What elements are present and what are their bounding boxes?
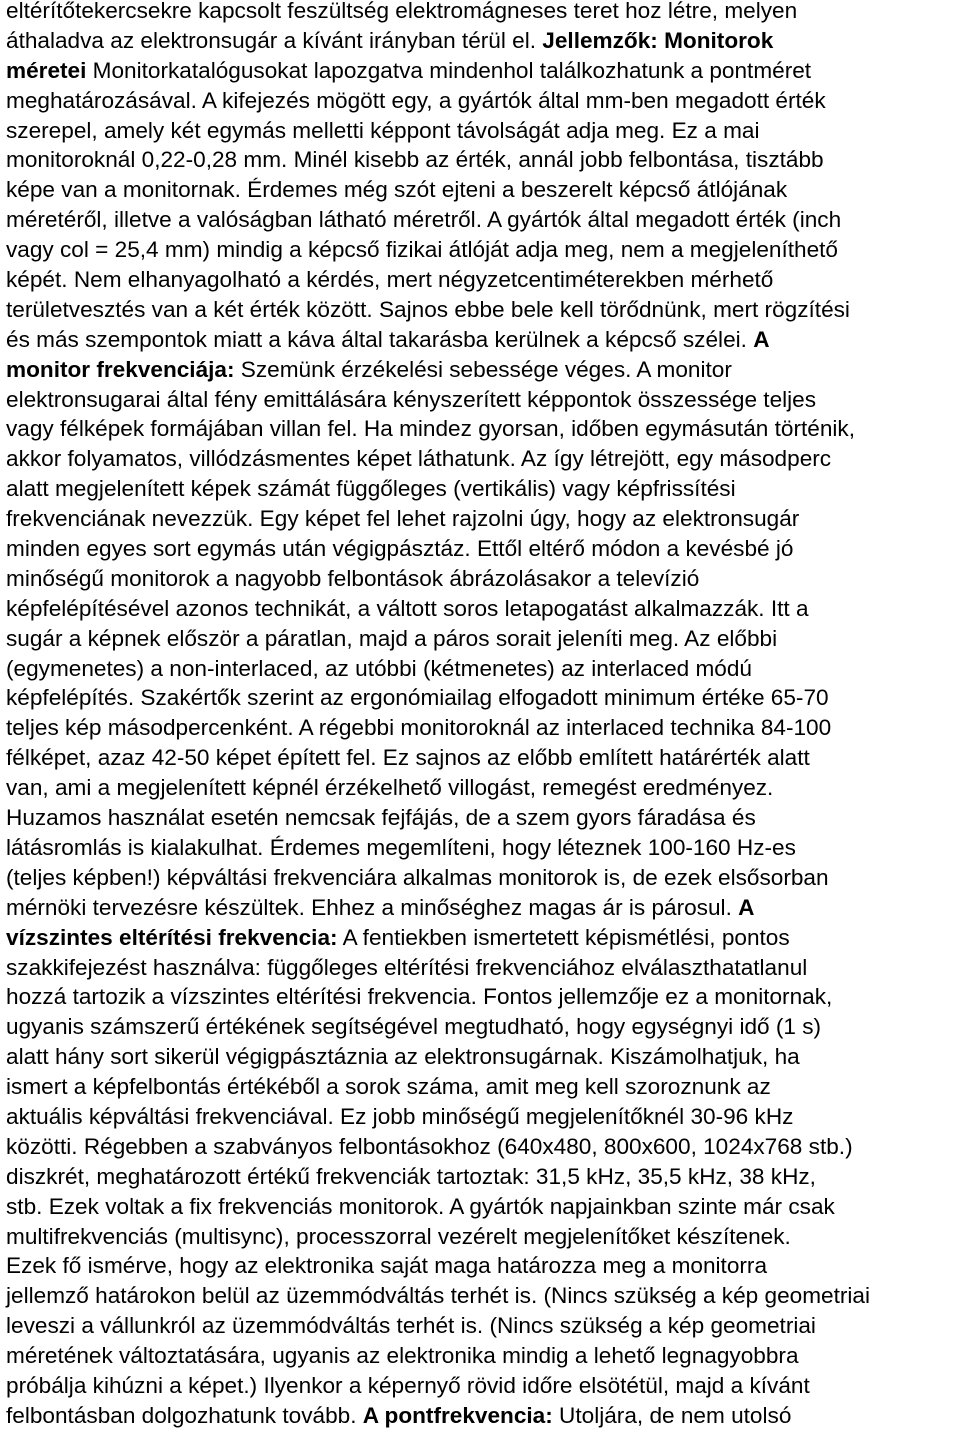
- text-line: [6, 1311, 956, 1341]
- body-text-run: alatt megjelenített képek számát függőleges (vertikális) vagy képfrissítési: [6, 476, 736, 502]
- body-text-run: monitoroknál 0,22-0,28 mm. Minél kisebb az érték, annál jobb felbontása, tisztább: [6, 147, 824, 173]
- text-line: [6, 1371, 956, 1401]
- text-line: [6, 1341, 956, 1371]
- body-text-run: félképet, azaz 42-50 képet épített fel. Ez sajnos az előbb említett határérték alatt: [6, 745, 810, 771]
- document-body-text: [6, 0, 956, 1431]
- text-line: [6, 444, 956, 474]
- body-text-run: stb. Ezek voltak a fix frekvenciás monitorok. A gyártók napjainkban szinte már csak: [6, 1193, 835, 1219]
- text-line: [6, 1222, 956, 1252]
- body-text-run: vagy félképek formájában villan fel. Ha mindez gyorsan, időben egymásután történik,: [6, 416, 855, 442]
- body-text-run: jellemző határokon belül az üzemmódváltás terhét is. (Nincs szükség a kép geometriai: [6, 1283, 870, 1309]
- text-line: [6, 564, 956, 594]
- body-text-run: minőségű monitorok a nagyobb felbontások ábrázolásakor a televízió: [6, 565, 700, 591]
- text-line: [6, 474, 956, 504]
- bold-heading-text: méretei: [6, 57, 87, 83]
- text-line: [6, 982, 956, 1012]
- body-text-run: ismert a képfelbontás értékéből a sorok száma, amit meg kell szoroznunk az: [6, 1074, 771, 1100]
- text-line: [6, 1132, 956, 1162]
- text-line: [6, 145, 956, 175]
- text-line: [6, 0, 956, 26]
- body-text-run: (teljes képben!) képváltási frekvenciára alkalmas monitorok is, de ezek elsősorban: [6, 864, 829, 890]
- text-line: [6, 414, 956, 444]
- body-text-run: szerepel, amely két egymás melletti képpont távolságát adja meg. Ez a mai: [6, 117, 760, 143]
- text-line: [6, 1162, 956, 1192]
- body-text-run: képfelépítés. Szakértők szerint az ergonómiailag elfogadott minimum értéke 65-70: [6, 685, 829, 711]
- body-text-run: meghatározásával. A kifejezés mögött egy, a gyártók által mm-ben megadott érték: [6, 87, 826, 113]
- body-text-run: sugár a képnek először a páratlan, majd a páros sorait jeleníti meg. Az előbbi: [6, 625, 778, 651]
- body-text-run: hozzá tartozik a vízszintes eltérítési frekvencia. Fontos jellemzője ez a monitornak,: [6, 984, 833, 1010]
- text-line: [6, 1401, 956, 1431]
- text-line: [6, 504, 956, 534]
- text-line: [6, 863, 956, 893]
- body-text-run: szakkifejezést használva: függőleges eltérítési frekvenciához elválaszthatatlanul: [6, 954, 808, 980]
- text-line: [6, 534, 956, 564]
- body-text-run: Szemünk érzékelési sebessége véges. A monitor: [234, 356, 732, 382]
- body-text-run: látásromlás is kialakulhat. Érdemes megemlíteni, hogy léteznek 100-160 Hz-es: [6, 834, 796, 860]
- text-line: [6, 833, 956, 863]
- body-text-run: méretéről, illetve a valóságban látható méretről. A gyártók által megadott érték (inch: [6, 207, 842, 233]
- body-text-run: próbálja kihúzni a képet.) Ilyenkor a képernyő rövid időre elsötétül, majd a kívánt: [6, 1372, 810, 1398]
- text-line: [6, 1192, 956, 1222]
- body-text-run: közötti. Régebben a szabványos felbontásokhoz (640x480, 800x600, 1024x768 stb.): [6, 1133, 853, 1159]
- bold-heading-text: A: [753, 326, 770, 352]
- body-text-run: diszkrét, meghatározott értékű frekvenciák tartoztak: 31,5 kHz, 35,5 kHz, 38 kHz,: [6, 1163, 816, 1189]
- text-line: [6, 773, 956, 803]
- text-line: [6, 654, 956, 684]
- body-text-run: képét. Nem elhanyagolható a kérdés, mert négyzetcentiméterekben mérhető: [6, 267, 774, 293]
- bold-heading-text: monitor frekvenciája:: [6, 356, 235, 382]
- text-line: [6, 1072, 956, 1102]
- text-line: [6, 803, 956, 833]
- text-line: [6, 56, 956, 86]
- body-text-run: multifrekvenciás (multisync), processzorral vezérelt megjelenítőket készítenek.: [6, 1223, 791, 1249]
- body-text-run: vagy col = 25,4 mm) mindig a képcső fizikai átlóját adja meg, nem a megjeleníthető: [6, 237, 838, 263]
- body-text-run: felbontásban dolgozhatunk tovább.: [6, 1402, 363, 1428]
- text-line: [6, 235, 956, 265]
- text-line: [6, 385, 956, 415]
- body-text-run: van, ami a megjelenített képnél érzékelhető villogást, remegést eredményez.: [6, 775, 774, 801]
- text-line: [6, 116, 956, 146]
- body-text-run: mérnöki tervezésre készültek. Ehhez a minőséghez magas ár is párosul.: [6, 894, 739, 920]
- text-line: [6, 1042, 956, 1072]
- body-text-run: ugyanis számszerű értékének segítségével megtudható, hogy egységnyi idő (1 s): [6, 1014, 822, 1040]
- body-text-run: méretének változtatására, ugyanis az elektronika mindig a lehető legnagyobbra: [6, 1343, 799, 1369]
- bold-heading-text: A: [738, 894, 755, 920]
- text-line: [6, 295, 956, 325]
- text-line: [6, 713, 956, 743]
- body-text-run: Huzamos használat esetén nemcsak fejfájás, de a szem gyors fáradása és: [6, 805, 756, 831]
- text-line: [6, 355, 956, 385]
- bold-heading-text: vízszintes eltérítési frekvencia:: [6, 924, 338, 950]
- body-text-run: frekvenciának nevezzük. Egy képet fel lehet rajzolni úgy, hogy az elektronsugár: [6, 506, 800, 532]
- body-text-run: Monitorkatalógusokat lapozgatva mindenhol találkozhatunk a pontméret: [86, 57, 812, 83]
- text-line: [6, 1281, 956, 1311]
- body-text-run: leveszi a vállunkról az üzemmódváltás terhét is. (Nincs szükség a kép geometriai: [6, 1313, 816, 1339]
- text-line: [6, 205, 956, 235]
- body-text-run: akkor folyamatos, villódzásmentes képet láthatunk. Az így létrejött, egy másodperc: [6, 446, 832, 472]
- body-text-run: áthaladva az elektronsugár a kívánt irányban térül el.: [6, 27, 543, 53]
- body-text-run: (egymenetes) a non-interlaced, az utóbbi (kétmenetes) az interlaced módú: [6, 655, 752, 681]
- text-line: [6, 923, 956, 953]
- body-text-run: Utoljára, de nem utolsó: [552, 1402, 792, 1428]
- text-line: [6, 624, 956, 654]
- text-line: [6, 175, 956, 205]
- body-text-run: minden egyes sort egymás után végigpásztáz. Ettől eltérő módon a kevésbé jó: [6, 536, 794, 562]
- text-line: [6, 893, 956, 923]
- text-line: [6, 743, 956, 773]
- bold-heading-text: A pontfrekvencia:: [362, 1402, 553, 1428]
- body-text-run: képe van a monitornak. Érdemes még szót ejteni a beszerelt képcső átlójának: [6, 177, 788, 203]
- text-line: [6, 265, 956, 295]
- body-text-run: területvesztés van a két érték között. Sajnos ebbe bele kell törődnünk, mert rögzítési: [6, 296, 850, 322]
- text-line: [6, 1102, 956, 1132]
- text-line: [6, 1251, 956, 1281]
- body-text-run: és más szempontok miatt a káva által takarásba kerülnek a képcső szélei.: [6, 326, 754, 352]
- body-text-run: eltérítőtekercsekre kapcsolt feszültség elektromágneses teret hoz létre, melyen: [6, 0, 798, 23]
- text-line: [6, 683, 956, 713]
- body-text-run: aktuális képváltási frekvenciával. Ez jobb minőségű megjelenítőknél 30-96 kHz: [6, 1103, 794, 1129]
- body-text-run: Ezek fő ismérve, hogy az elektronika saját maga határozza meg a monitorra: [6, 1253, 768, 1279]
- text-line: [6, 86, 956, 116]
- body-text-run: A fentiekben ismertetett képismétlési, pontos: [337, 924, 790, 950]
- text-line: [6, 1012, 956, 1042]
- text-line: [6, 325, 956, 355]
- body-text-run: elektronsugarai által fény emittálására kényszerített képpontok összessége teljes: [6, 386, 817, 412]
- text-line: [6, 594, 956, 624]
- body-text-run: teljes kép másodpercenként. A régebbi monitoroknál az interlaced technika 84-100: [6, 715, 832, 741]
- text-line: [6, 26, 956, 56]
- body-text-run: képfelépítésével azonos technikát, a váltott soros letapogatást alkalmazzák. Itt a: [6, 595, 809, 621]
- text-line: [6, 953, 956, 983]
- body-text-run: alatt hány sort sikerül végigpásztáznia az elektronsugárnak. Kiszámolhatjuk, ha: [6, 1044, 800, 1070]
- bold-heading-text: Jellemzők: Monitorok: [542, 27, 774, 53]
